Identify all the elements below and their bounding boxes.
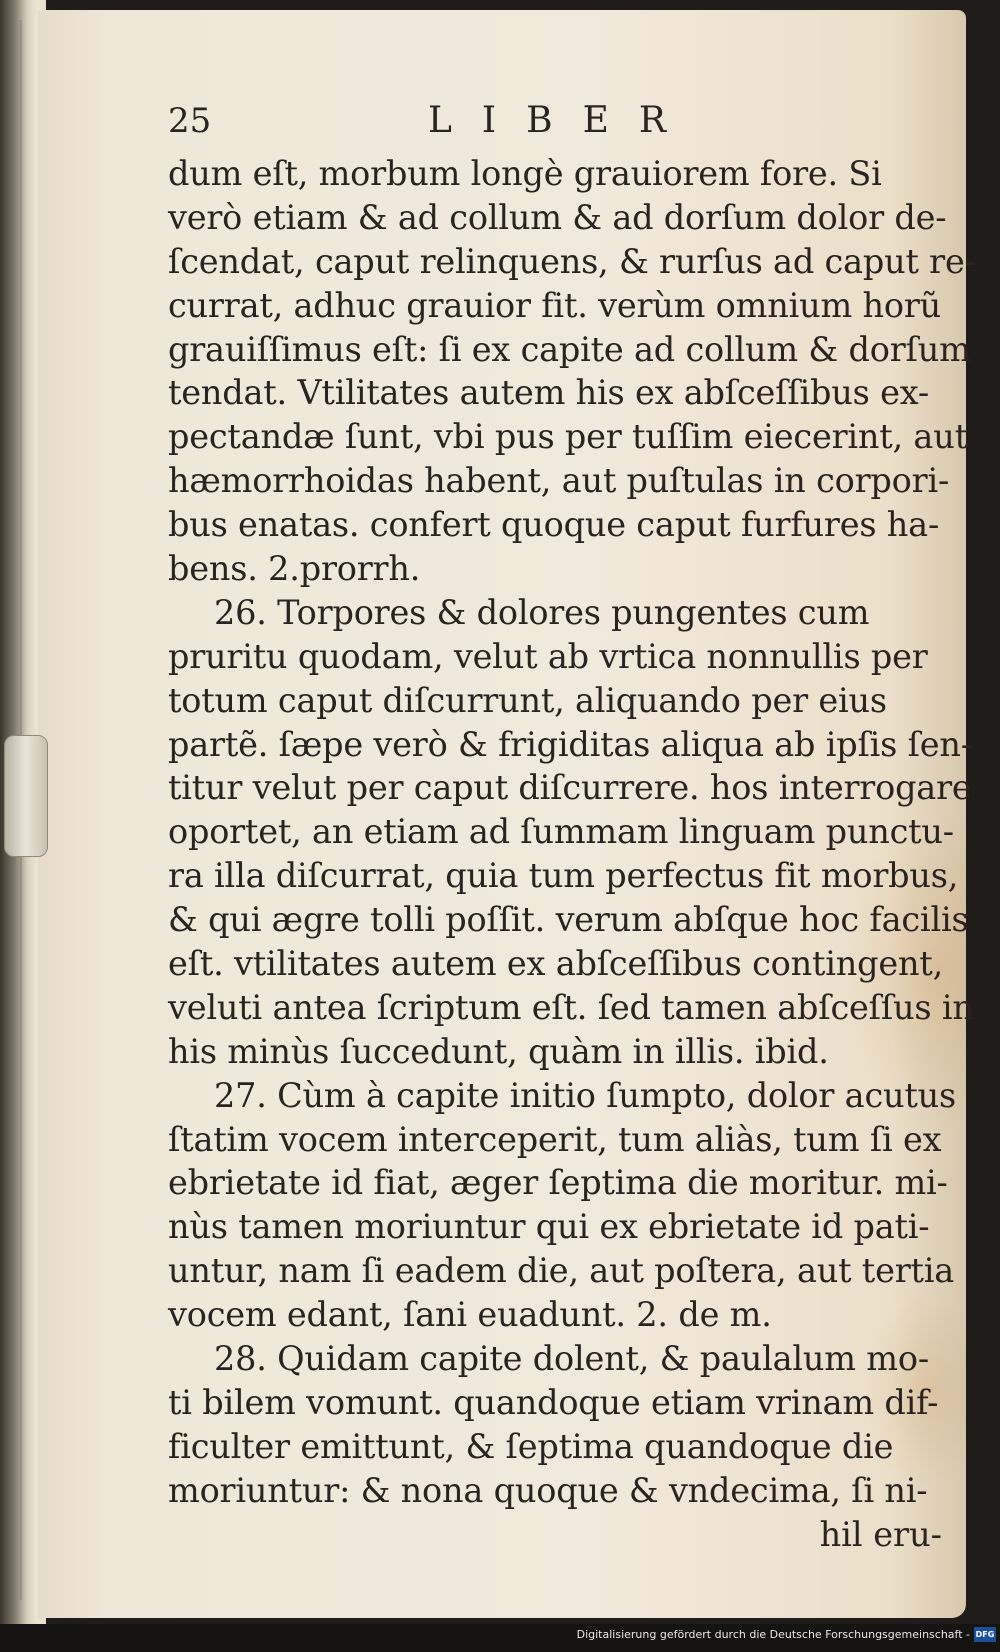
text-line: ebrietate id fiat, æger ſeptima die moritur. mi-: [168, 1163, 948, 1203]
text-line: & qui ægre tolli poſſit. verum abſque hoc facilis: [168, 900, 969, 940]
text-line: currat, adhuc grauior fit. verùm omnium horũ: [168, 285, 942, 325]
text-line: pruritu quodam, velut ab vrtica nonnullis per: [168, 636, 928, 676]
text-line: ſcendat, caput relinquens, & rurſus ad caput re-: [168, 241, 976, 281]
running-title: LIBER: [428, 100, 696, 141]
book-page: [38, 10, 976, 1618]
text-line: bus enatas. confert quoque caput furfures ha-: [168, 505, 940, 545]
text-line: untur, nam ſi eadem die, aut poſtera, aut tertia: [168, 1251, 955, 1291]
page-clip: [4, 735, 48, 857]
text-line: ti bilem vomunt. quandoque etiam vrinam dif-: [168, 1382, 939, 1422]
text-line: veluti antea ſcriptum eſt. ſed tamen abſceſſus in: [168, 987, 974, 1027]
text-line: ra illa diſcurrat, quia tum perfectus fit morbus,: [168, 856, 959, 896]
text-line: tendat. Vtilitates autem his ex abſceſſibus ex-: [168, 373, 929, 413]
text-line: oportet, an etiam ad ſummam linguam punctu-: [168, 812, 954, 852]
text-line: 27. Cùm à capite initio ſumpto, dolor acutus: [214, 1075, 957, 1115]
text-line: titur velut per caput diſcurrere. hos interrogare: [168, 768, 972, 808]
text-line: hæmorrhoidas habent, aut puſtulas in corpori-: [168, 461, 950, 501]
text-line: grauiſſimus eſt: ſi ex capite ad collum & dorſum: [168, 329, 971, 369]
page-header: [168, 100, 948, 152]
text-line: vocem edant, ſani euadunt. 2. de m.: [168, 1295, 772, 1335]
text-line: moriuntur: & nona quoque & vndecima, ſi ni-: [168, 1470, 928, 1510]
catchword: hil eru-: [819, 1514, 942, 1554]
text-line: nùs tamen moriuntur qui ex ebrietate id pati-: [168, 1207, 930, 1247]
text-line: bens. 2.prorrh.: [168, 549, 421, 589]
text-line: totum caput diſcurrunt, aliquando per eius: [168, 680, 887, 720]
text-line: ſtatim vocem interceperit, tum aliàs, tum ſi ex: [168, 1119, 942, 1159]
text-line: dum eſt, morbum longè grauiorem fore. Si: [168, 154, 882, 193]
digitization-credit: Digitalisierung gefördert durch die Deutsche Forschungsgemeinschaft -: [576, 1628, 970, 1641]
dfg-logo-icon: DFG: [974, 1627, 996, 1642]
text-line: eſt. vtilitates autem ex abſceſſibus contingent,: [168, 944, 944, 984]
text-line: ficulter emittunt, & ſeptima quandoque die: [168, 1426, 894, 1466]
text-line: 28. Quidam capite dolent, & paulalum mo-: [214, 1339, 929, 1379]
text-line: pectandæ ſunt, vbi pus per tuſſim eiecerint, aut: [168, 417, 968, 457]
text-line: 26. Torpores & dolores pungentes cum: [214, 592, 870, 632]
page-number: 25: [168, 101, 212, 141]
text-line: his minùs ſuccedunt, quàm in illis. ibid.: [168, 1031, 829, 1071]
page-text-block: [168, 100, 976, 1557]
text-lines: [168, 152, 976, 1513]
digitization-footer: [0, 1624, 1000, 1652]
text-line: partẽ. ſæpe verò & frigiditas aliqua ab ipſis ſen-: [168, 724, 972, 764]
text-line: verò etiam & ad collum & ad dorſum dolor de-: [168, 197, 947, 237]
